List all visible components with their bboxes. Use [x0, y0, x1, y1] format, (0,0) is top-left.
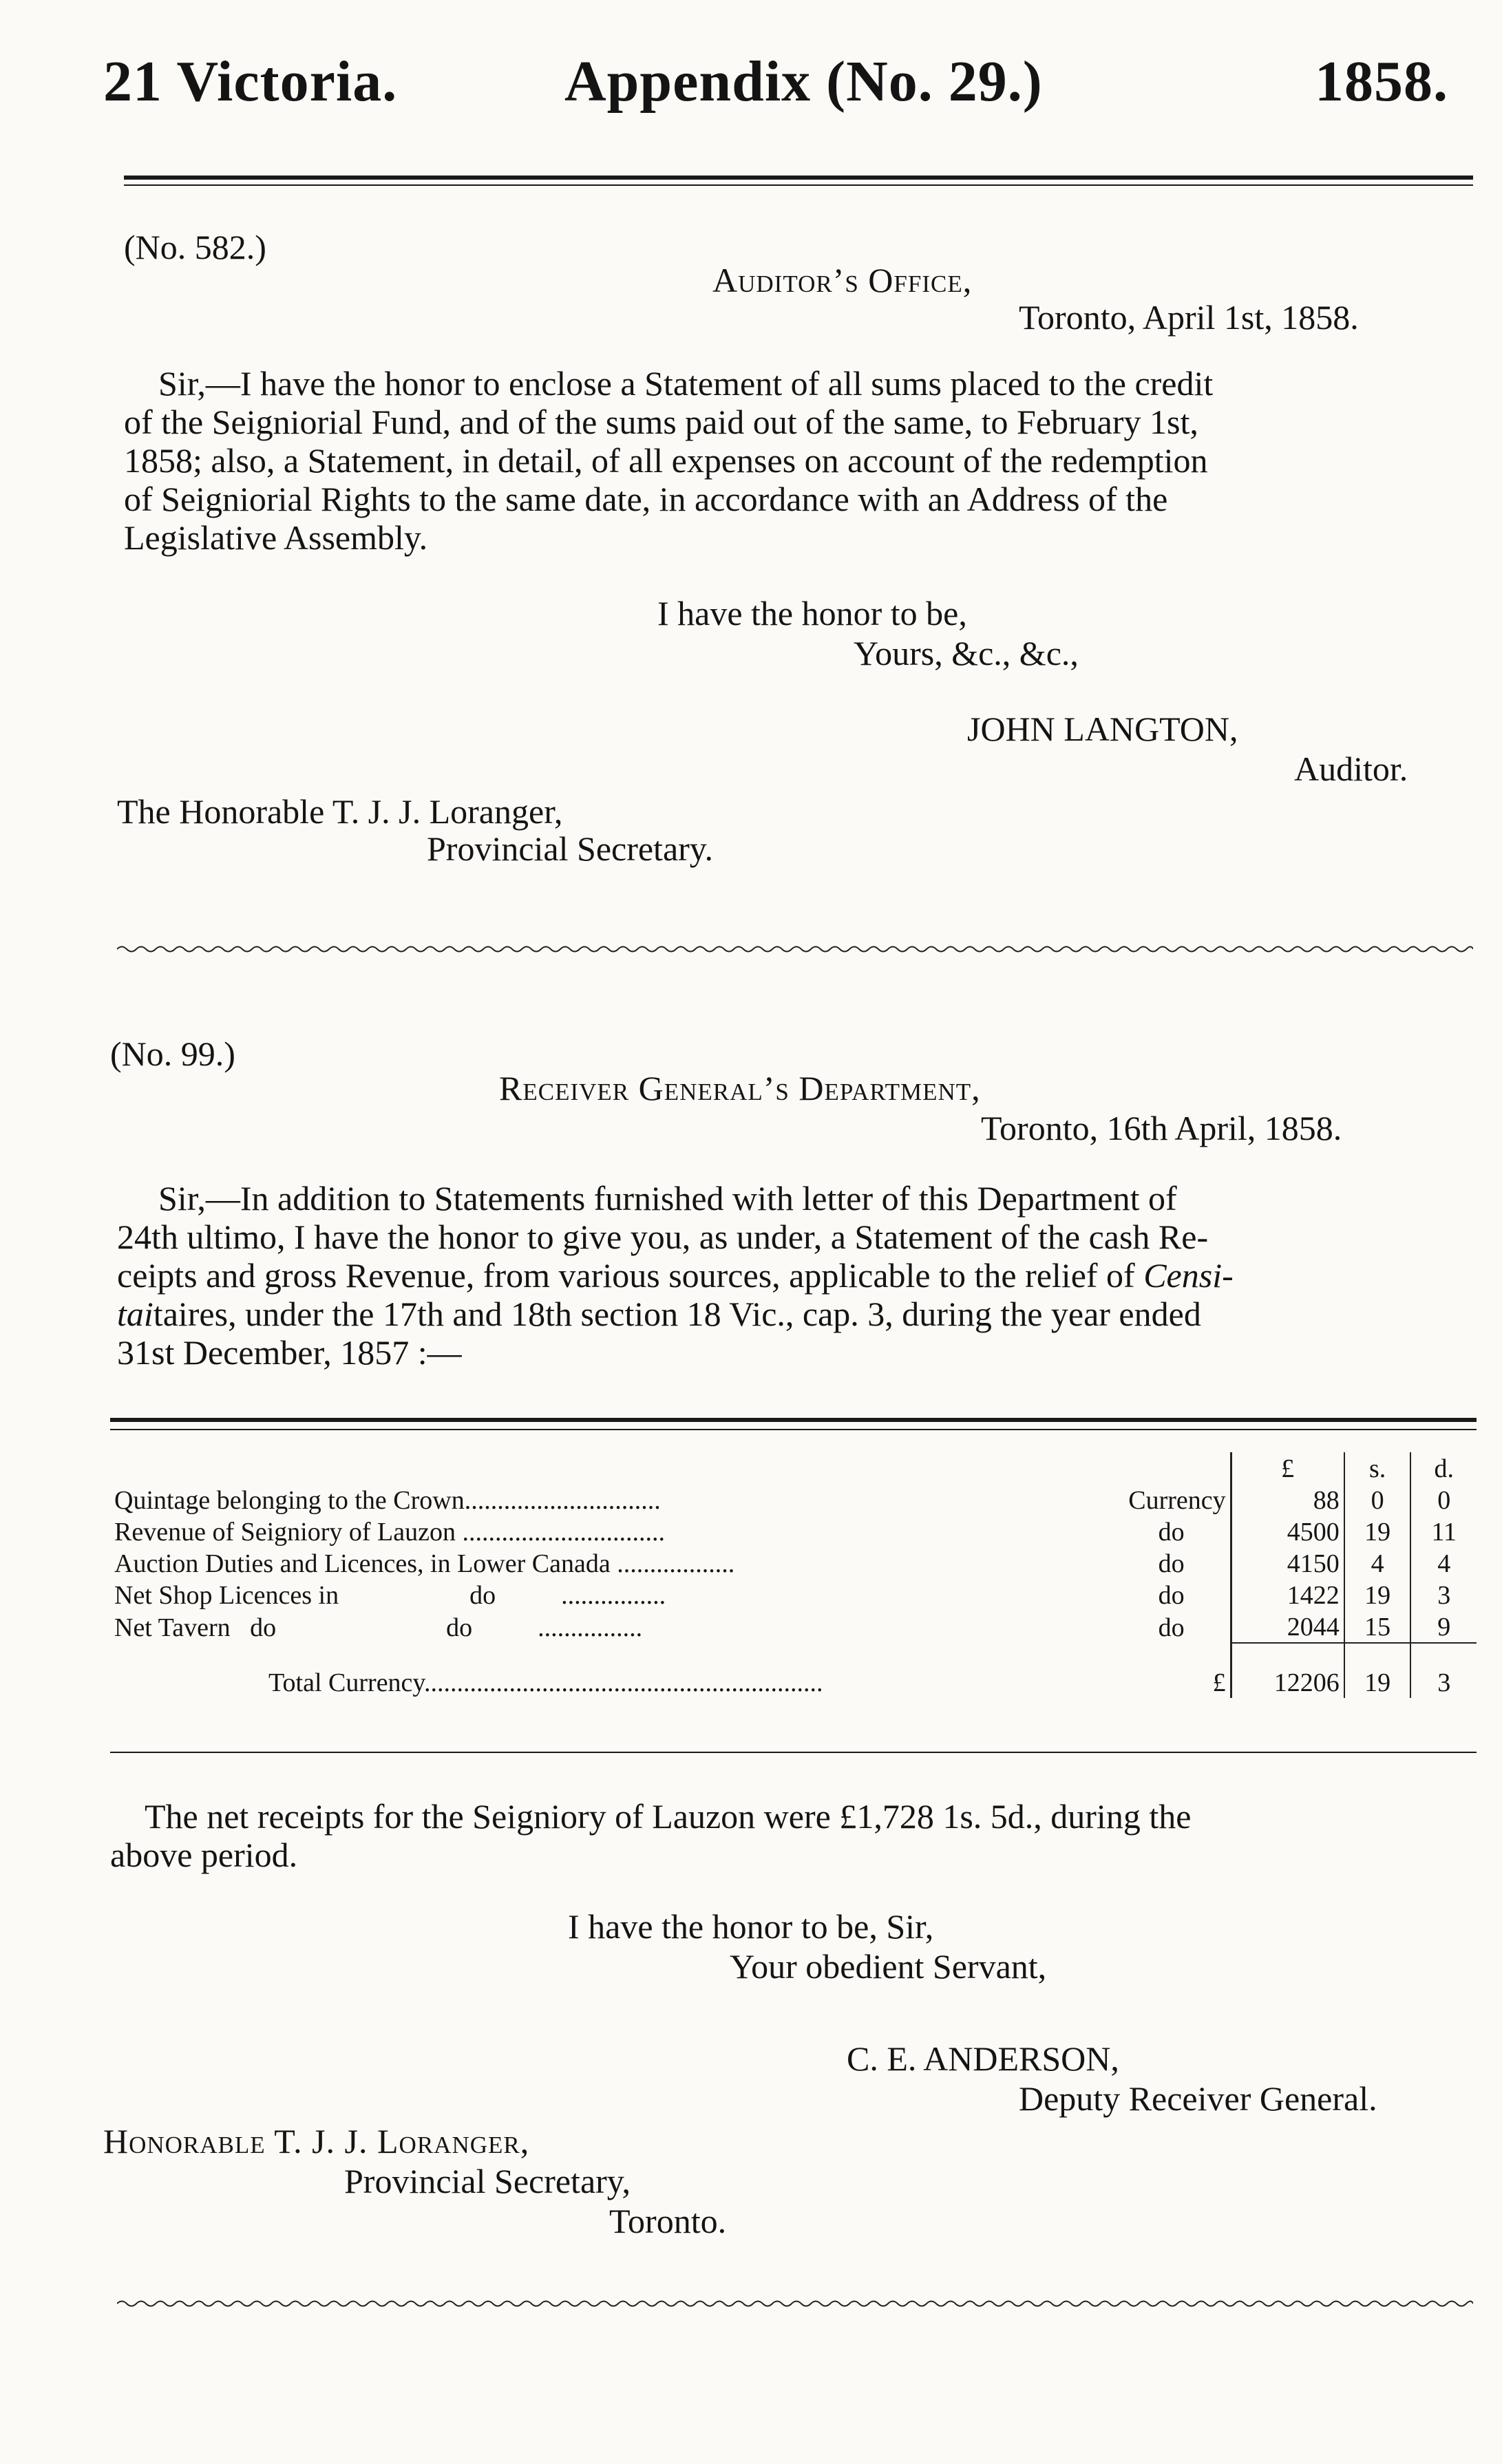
- table-row: [110, 1611, 1477, 1643]
- letter2-body-line: 31st December, 1857 :—: [117, 1333, 462, 1372]
- section-divider-wavy: [117, 944, 1473, 954]
- letter2-body-line: ceipts and gross Revenue, from various sources, applicable to the relief of Censi-: [117, 1256, 1234, 1295]
- row-pounds: 1422: [1231, 1579, 1344, 1611]
- letter2-closing: I have the honor to be, Sir,: [568, 1907, 934, 1946]
- letter1-dateline: Toronto, April 1st, 1858.: [1019, 298, 1359, 337]
- row-shillings: 15: [1344, 1611, 1411, 1643]
- letter1-addressee-title: Provincial Secretary.: [427, 829, 714, 868]
- row-pounds: 4150: [1231, 1547, 1344, 1579]
- letter1-office: Auditor’s Office,: [712, 261, 973, 299]
- table-total-row: [110, 1643, 1477, 1698]
- header-rule-thin: [124, 184, 1473, 186]
- row-description: Net Shop Licences in do ................: [114, 1581, 666, 1610]
- row-pence: 4: [1410, 1547, 1477, 1579]
- letter2-body-line: 24th ultimo, I have the honor to give you, as under, a Statement of the cash Re-: [117, 1218, 1209, 1256]
- italic-word: tai: [117, 1295, 154, 1333]
- net-receipts-line: The net receipts for the Seigniory of Lauzon were £1,728 1s. 5d., during the: [145, 1797, 1192, 1836]
- letter1-body-line: Legislative Assembly.: [124, 518, 428, 557]
- row-pence: 11: [1410, 1516, 1477, 1547]
- letter2-closing-servant: Your obedient Servant,: [730, 1947, 1047, 1986]
- header-year: 1858.: [1315, 50, 1448, 114]
- letter1-number: (No. 582.): [124, 228, 266, 266]
- letter2-signature: C. E. ANDERSON,: [847, 2039, 1119, 2078]
- row-pence: 9: [1410, 1611, 1477, 1643]
- row-pounds: 2044: [1231, 1611, 1344, 1643]
- row-pence: 0: [1410, 1484, 1477, 1516]
- row-currency: do: [1158, 1549, 1185, 1578]
- row-currency: do: [1158, 1613, 1185, 1642]
- col-shillings-header: s.: [1344, 1452, 1411, 1484]
- table-header-row: [110, 1452, 1477, 1484]
- header-appendix: Appendix (No. 29.): [564, 50, 1043, 114]
- header-volume: 21 Victoria.: [103, 50, 398, 114]
- letter2-addressee-city: Toronto.: [609, 2202, 727, 2240]
- total-pence: 3: [1410, 1643, 1477, 1698]
- letter1-signer-title: Auditor.: [1294, 750, 1408, 788]
- row-pence: 3: [1410, 1579, 1477, 1611]
- row-currency: do: [1158, 1518, 1185, 1547]
- letter2-signer-title: Deputy Receiver General.: [1019, 2079, 1377, 2118]
- letter1-body-line: 1858; also, a Statement, in detail, of all expenses on account of the redemption: [124, 441, 1208, 480]
- row-pounds: 88: [1231, 1484, 1344, 1516]
- letter1-addressee-name: The Honorable T. J. J. Loranger,: [117, 792, 563, 831]
- letter2-number: (No. 99.): [110, 1034, 235, 1073]
- col-pence-header: d.: [1410, 1452, 1477, 1484]
- table-bottom-rule: [110, 1752, 1477, 1753]
- col-pounds-header: £: [1231, 1452, 1344, 1484]
- table-row: [110, 1547, 1477, 1579]
- letter2-addressee-name: Honorable T. J. J. Loranger,: [103, 2122, 530, 2160]
- letter2-addressee-title: Provincial Secretary,: [344, 2162, 631, 2200]
- letter2-body-line: taitaires, under the 17th and 18th section 18 Vic., cap. 3, during the year ended: [117, 1295, 1201, 1333]
- letter1-signature: JOHN LANGTON,: [967, 710, 1238, 748]
- row-description: Revenue of Seigniory of Lauzon ...............................: [114, 1518, 665, 1547]
- row-description: Auction Duties and Licences, in Lower Canada ..................: [114, 1549, 735, 1578]
- header-rule: [124, 176, 1473, 180]
- table-top-rule: [110, 1418, 1477, 1422]
- table-row: [110, 1484, 1477, 1516]
- row-currency: Currency: [1128, 1486, 1226, 1515]
- row-currency: do: [1158, 1581, 1185, 1610]
- row-description: Net Tavern do do ................: [114, 1613, 643, 1642]
- letter2-dateline: Toronto, 16th April, 1858.: [981, 1109, 1342, 1147]
- letter1-body-line: of the Seigniorial Fund, and of the sums paid out of the same, to February 1st,: [124, 403, 1198, 441]
- row-shillings: 19: [1344, 1516, 1411, 1547]
- total-label: Total Currency.............................................................: [268, 1668, 823, 1697]
- table-top-rule-thin: [110, 1429, 1477, 1430]
- italic-word: Censi-: [1143, 1256, 1234, 1295]
- row-description: Quintage belonging to the Crown..............................: [114, 1486, 661, 1515]
- row-shillings: 4: [1344, 1547, 1411, 1579]
- total-shillings: 19: [1344, 1643, 1411, 1698]
- letter1-closing: I have the honor to be,: [657, 594, 967, 633]
- letter1-body-line: Sir,—I have the honor to enclose a Statement of all sums placed to the credit: [158, 364, 1214, 403]
- letter1-addressee: [117, 792, 562, 831]
- table-row: [110, 1516, 1477, 1547]
- row-shillings: 0: [1344, 1484, 1411, 1516]
- row-pounds: 4500: [1231, 1516, 1344, 1547]
- table-row: [110, 1579, 1477, 1611]
- letter1-body-line: of Seigniorial Rights to the same date, in accordance with an Address of the: [124, 480, 1168, 518]
- total-currency: £: [1212, 1668, 1226, 1697]
- footer-divider-wavy: [117, 2299, 1473, 2308]
- net-receipts-line: above period.: [110, 1836, 298, 1874]
- row-shillings: 19: [1344, 1579, 1411, 1611]
- letter2-office: Receiver General’s Department,: [499, 1069, 981, 1107]
- total-pounds: 12206: [1231, 1643, 1344, 1698]
- revenue-statement-table: [110, 1452, 1477, 1698]
- letter1-closing-yours: Yours, &c., &c.,: [854, 634, 1079, 672]
- letter2-body-line: Sir,—In addition to Statements furnished with letter of this Department of: [158, 1179, 1177, 1218]
